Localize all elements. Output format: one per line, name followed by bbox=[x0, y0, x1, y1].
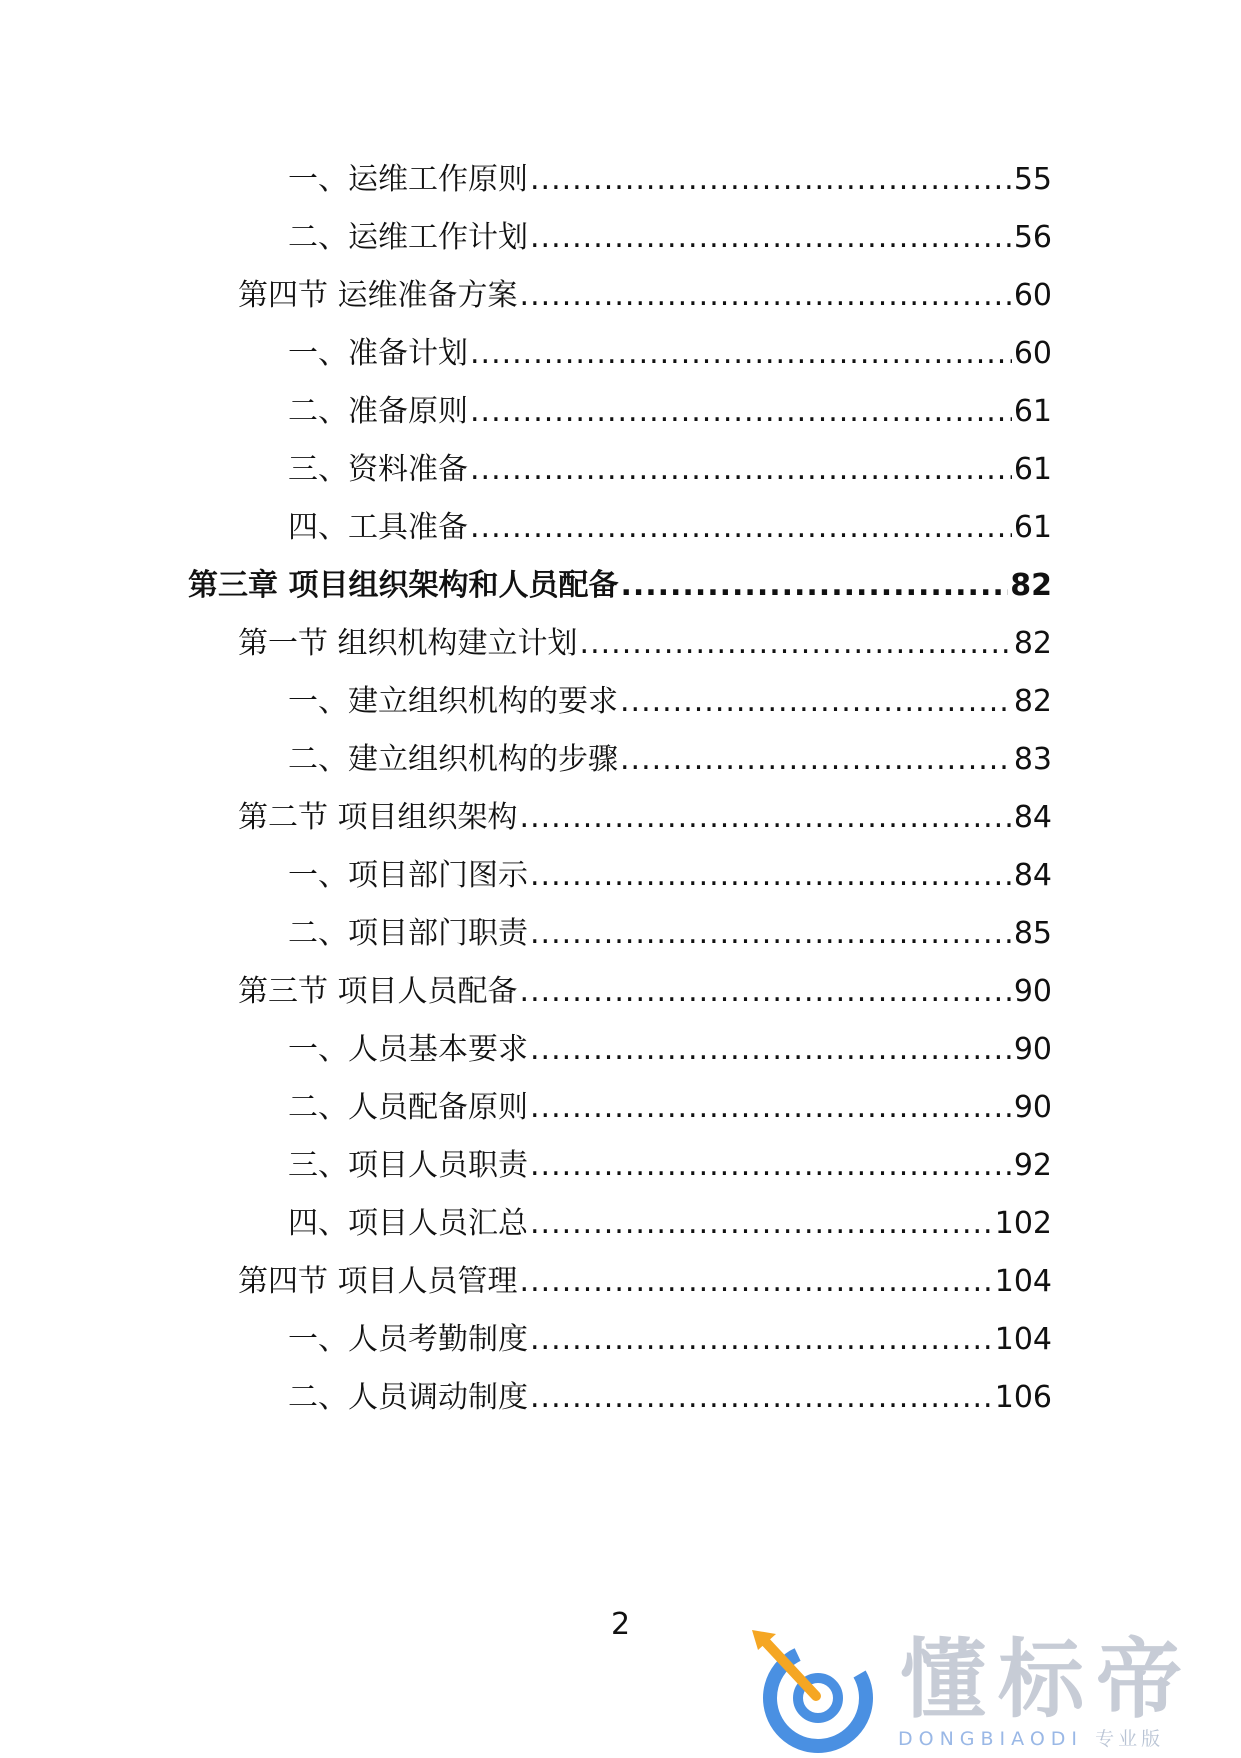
toc-entry-page: 60 bbox=[1013, 278, 1052, 313]
toc-entry[interactable] bbox=[288, 450, 1052, 490]
watermark-subtitle bbox=[898, 1728, 1164, 1750]
toc-entry-page: 82 bbox=[1013, 626, 1052, 661]
watermark-brand: 懂标帝 bbox=[900, 1630, 1194, 1730]
toc-entry-page: 85 bbox=[1013, 916, 1052, 951]
toc-leader bbox=[620, 740, 1012, 780]
toc-entry[interactable] bbox=[238, 624, 1052, 664]
toc-leader bbox=[530, 1030, 1012, 1070]
toc-entry-page: 106 bbox=[994, 1380, 1052, 1415]
toc-chapter-entry[interactable] bbox=[188, 566, 1052, 606]
target-arrow-icon bbox=[750, 1628, 890, 1758]
toc-entry-page: 55 bbox=[1013, 162, 1052, 197]
toc-entry-label: 第三节 项目人员配备 bbox=[238, 974, 518, 1009]
toc-entry-page: 92 bbox=[1013, 1148, 1052, 1183]
toc-entry-label: 二、人员配备原则 bbox=[288, 1090, 528, 1125]
toc-entry-page: 82 bbox=[1013, 684, 1052, 719]
toc-entry[interactable] bbox=[288, 1204, 1052, 1244]
toc-entry[interactable] bbox=[288, 334, 1052, 374]
toc-entry[interactable] bbox=[288, 914, 1052, 954]
toc-entry[interactable] bbox=[288, 392, 1052, 432]
toc-leader bbox=[520, 798, 1012, 838]
toc-entry-label: 二、项目部门职责 bbox=[288, 916, 528, 951]
toc-entry[interactable] bbox=[238, 798, 1052, 838]
toc-entry-label: 一、建立组织机构的要求 bbox=[288, 684, 618, 719]
toc-entry-label: 一、人员基本要求 bbox=[288, 1032, 528, 1067]
toc-entry-page: 102 bbox=[994, 1206, 1052, 1241]
toc-entry-label: 第四节 项目人员管理 bbox=[238, 1264, 518, 1299]
toc-entry-page: 84 bbox=[1013, 800, 1052, 835]
watermark bbox=[750, 1630, 1230, 1750]
page-number: 2 bbox=[610, 1607, 631, 1642]
watermark-pinyin: DONGBIAODI bbox=[898, 1728, 1084, 1750]
toc-entry[interactable] bbox=[288, 1146, 1052, 1186]
toc-entry-label: 第一节 组织机构建立计划 bbox=[238, 626, 578, 661]
toc-leader bbox=[470, 508, 1012, 548]
toc-entry-label: 一、运维工作原则 bbox=[288, 162, 528, 197]
toc-entry-page: 90 bbox=[1013, 1032, 1052, 1067]
toc-leader bbox=[520, 276, 1012, 316]
toc-leader bbox=[620, 682, 1012, 722]
toc-entry[interactable] bbox=[238, 276, 1052, 316]
toc-entry-label: 三、项目人员职责 bbox=[288, 1148, 528, 1183]
toc-entry-label: 二、人员调动制度 bbox=[288, 1380, 528, 1415]
toc-entry-label: 一、人员考勤制度 bbox=[288, 1322, 528, 1357]
toc-entry-label: 第四节 运维准备方案 bbox=[238, 278, 518, 313]
toc-leader bbox=[470, 392, 1012, 432]
toc-entry-label: 四、项目人员汇总 bbox=[288, 1206, 528, 1241]
toc-entry[interactable] bbox=[288, 1030, 1052, 1070]
watermark-edition: 专业版 bbox=[1095, 1728, 1165, 1750]
toc-entry-page: 90 bbox=[1013, 1090, 1052, 1125]
toc-entry-page: 83 bbox=[1013, 742, 1052, 777]
toc-entry[interactable] bbox=[288, 160, 1052, 200]
toc-entry-label: 二、运维工作计划 bbox=[288, 220, 528, 255]
toc-leader bbox=[520, 1262, 993, 1302]
toc-entry-label: 一、准备计划 bbox=[288, 336, 468, 371]
toc-entry-page: 82 bbox=[1010, 568, 1052, 603]
toc-entry[interactable] bbox=[288, 1320, 1052, 1360]
toc-entry-label: 三、资料准备 bbox=[288, 452, 468, 487]
toc-entry-page: 90 bbox=[1013, 974, 1052, 1009]
toc-leader bbox=[530, 218, 1012, 258]
toc-entry-label: 二、建立组织机构的步骤 bbox=[288, 742, 618, 777]
toc-leader bbox=[530, 1146, 1012, 1186]
toc-leader bbox=[530, 914, 1012, 954]
toc-leader bbox=[520, 972, 1012, 1012]
toc-entry-page: 61 bbox=[1013, 510, 1052, 545]
toc-entry[interactable] bbox=[288, 218, 1052, 258]
toc-entry[interactable] bbox=[288, 682, 1052, 722]
toc-leader bbox=[530, 1320, 993, 1360]
toc-entry-label: 四、工具准备 bbox=[288, 510, 468, 545]
toc-leader bbox=[530, 1204, 993, 1244]
toc-leader bbox=[530, 1378, 993, 1418]
toc-entry-page: 61 bbox=[1013, 394, 1052, 429]
toc-entry-page: 61 bbox=[1013, 452, 1052, 487]
toc-entry-page: 104 bbox=[994, 1264, 1052, 1299]
toc-leader bbox=[620, 566, 1008, 606]
toc-entry-label: 一、项目部门图示 bbox=[288, 858, 528, 893]
toc-leader bbox=[470, 450, 1012, 490]
toc-entry-label: 第三章 项目组织架构和人员配备 bbox=[188, 568, 619, 603]
toc-entry[interactable] bbox=[288, 1378, 1052, 1418]
toc-leader bbox=[530, 1088, 1012, 1128]
toc-entry[interactable] bbox=[288, 740, 1052, 780]
toc-entry[interactable] bbox=[288, 856, 1052, 896]
toc-entry[interactable] bbox=[238, 1262, 1052, 1302]
toc-leader bbox=[580, 624, 1012, 664]
toc-entry[interactable] bbox=[238, 972, 1052, 1012]
toc-entry-page: 56 bbox=[1013, 220, 1052, 255]
toc-entry-page: 60 bbox=[1013, 336, 1052, 371]
toc-leader bbox=[530, 856, 1012, 896]
toc-entry[interactable] bbox=[288, 508, 1052, 548]
toc-entry-page: 104 bbox=[994, 1322, 1052, 1357]
toc-entry-label: 二、准备原则 bbox=[288, 394, 468, 429]
toc-entry-page: 84 bbox=[1013, 858, 1052, 893]
toc-leader bbox=[470, 334, 1012, 374]
toc-entry[interactable] bbox=[288, 1088, 1052, 1128]
toc-entry-label: 第二节 项目组织架构 bbox=[238, 800, 518, 835]
toc-leader bbox=[530, 160, 1012, 200]
